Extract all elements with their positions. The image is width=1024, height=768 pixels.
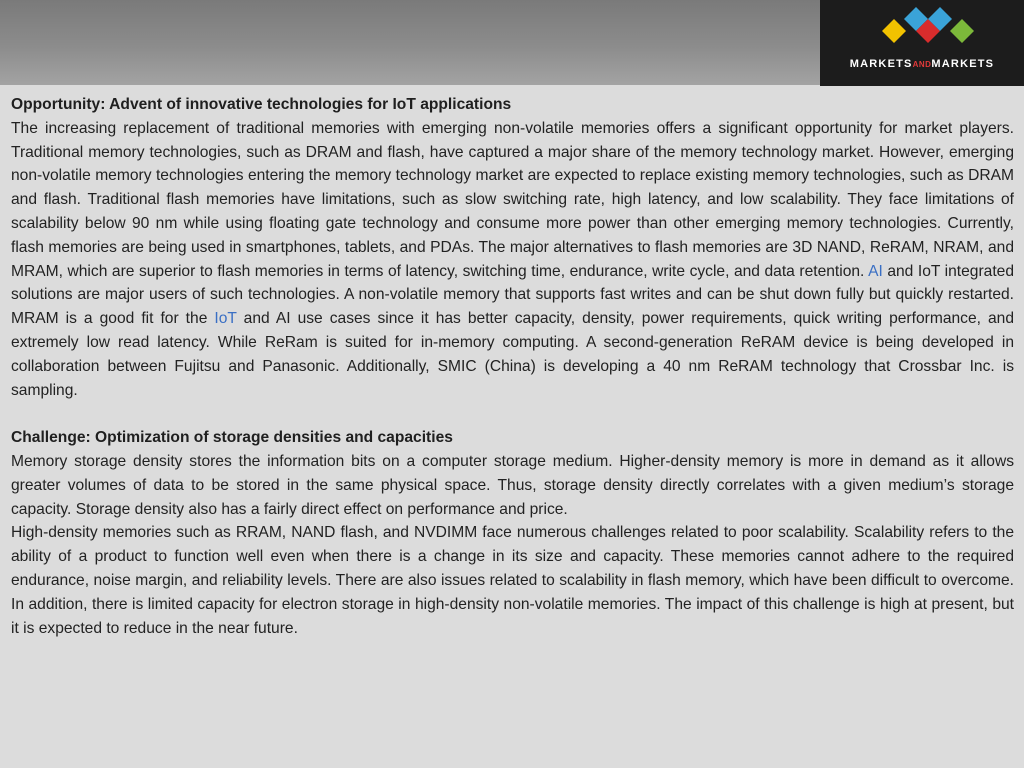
document-body (11, 93, 1014, 640)
logo-diamonds-icon (870, 5, 974, 57)
challenge-paragraph-2: High-density memories such as RRAM, NAND flash, and NVDIMM face numerous challenges related to poor scalability. Scalability refers to the ability of a product to function well even when there is a change in its size and capacity. These memories cannot adhere to the required endurance, noise margin, and reliability levels. There are also issues related to scalability in flash memory, which have been difficult to overcome. In addition, there is limited capacity for electron storage in high-density non-volatile memories. The impact of this challenge is high at present, but it is expected to reduce in the near future. (11, 524, 1014, 637)
challenge-heading: Challenge: Optimization of storage densities and capacities (11, 429, 453, 447)
ai-link[interactable]: AI (868, 262, 883, 280)
logo-wordmark: MARKETSANDMARKETS (849, 58, 995, 70)
logo-diamond-yellow (882, 19, 906, 43)
opportunity-heading: Opportunity: Advent of innovative technologies for IoT applications (11, 96, 512, 113)
opportunity-paragraph: The increasing replacement of traditional memories with emerging non-volatile memories offers a significant opportunity for market players. Traditional memory technologies, such as DRAM and flash, have captured a major share of the memory technology market. However, emerging non-volatile memory technologies entering the memory technology market are expected to replace existing memory technologies, such as DRAM and flash. Traditional flash memories have limitations, such as slow switching rate, high latency, and low scalability. They face limitations of scalability below 90 nm while using floating gate technology and consume more power than other emerging memory technologies. Currently, flash memories are being used in smartphones, tablets, and PDAs. The major alternatives to flash memories are 3D NAND, ReRAM, NRAM, and MRAM, which are superior to flash memories in terms of latency, switching time, endurance, write cycle, and data retention. AI and IoT integrated solutions are major users of such technologies. A non-volatile memory that supports fast writes and can be shut down fully but quickly restarted. MRAM is a good fit for the IoT and AI use cases since it has better capacity, density, power requirements, quick writing performance, and extremely low read latency. While ReRam is suited for in-memory computing. A second-generation ReRAM device is being developed in collaboration between Fujitsu and Panasonic. Additionally, SMIC (China) is developing a 40 nm ReRAM technology that Crossbar Inc. is sampling. (11, 119, 1014, 399)
iot-link[interactable]: IoT (214, 310, 237, 328)
section-spacer (11, 402, 1014, 426)
challenge-paragraph-1: Memory storage density stores the information bits on a computer storage medium. Higher-density memory is more in demand as it allows greater volumes of data to be stored in the same physical space. Thus, storage density directly correlates with a given medium’s storage capacity. Storage density also has a fairly direct effect on performance and price. (11, 452, 1014, 518)
company-logo (820, 0, 1024, 86)
logo-diamond-green (950, 19, 974, 43)
